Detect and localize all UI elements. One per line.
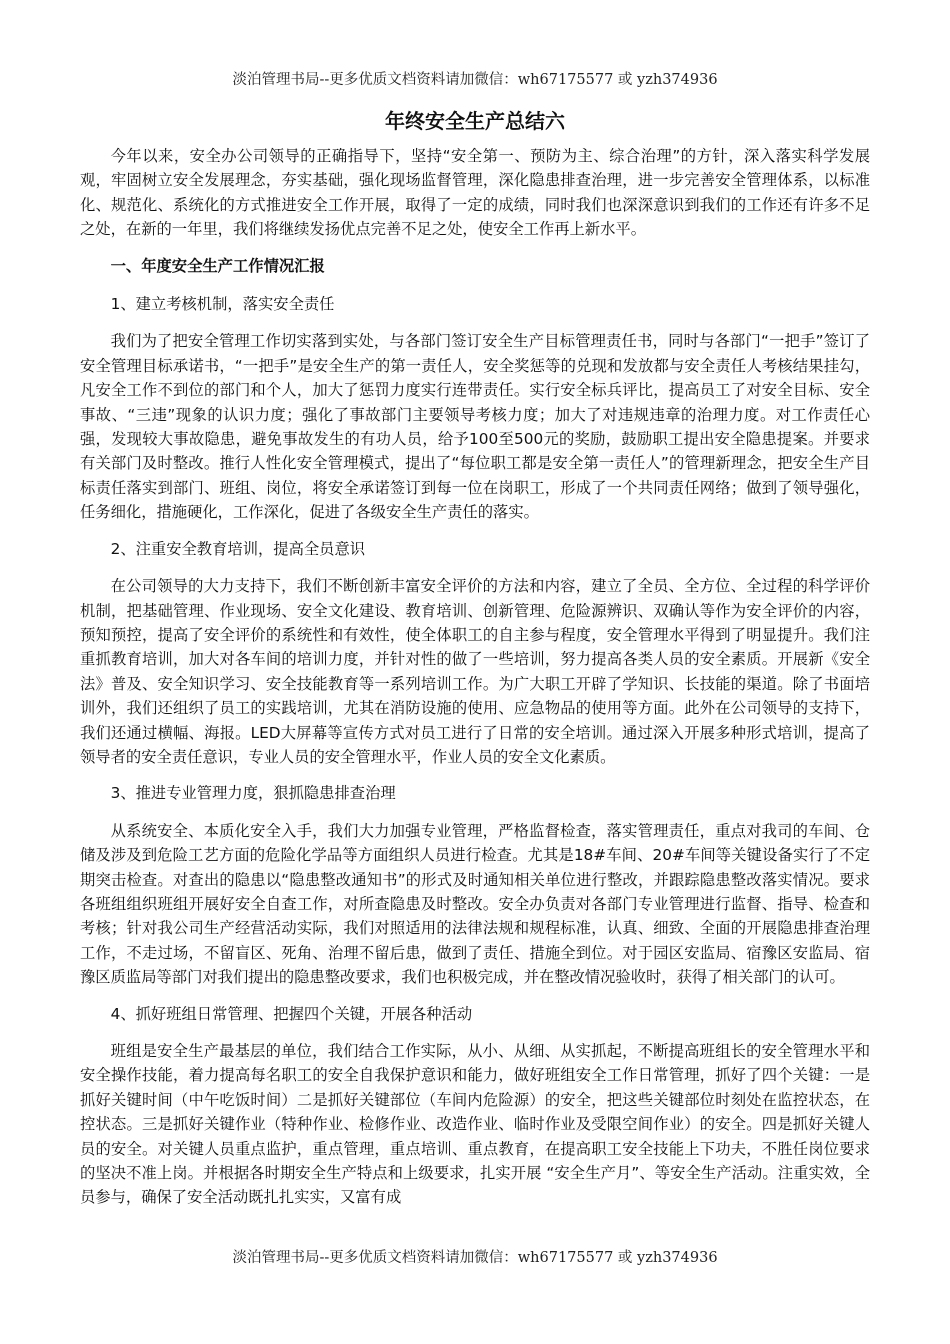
paragraph-2: 在公司领导的大力支持下，我们不断创新丰富安全评价的方法和内容，建立了全员、全方位、全过程的科学评价机制，把基础管理、作业现场、安全文化建设、教育培训、创新管理、危险源辨识、双确认等作为安全评价的内容，预知预控，提高了安全评价的系统性和有效性，使全体职工的自主参与程度，安全管理水平得到了明显提升。我们注重抓教育培训，加大对各车间的培训力度，并针对性的做了一些培训，努力提高各类人员的安全素质。开展新《安全法》普及、安全知识学习、安全技能教育等一系列培训工作。为广大职工开辟了学知识、长技能的渠道。除了书面培训外，我们还组织了员工的实践培训，尤其在消防设施的使用、应急物品的使用等方面。此外在公司领导的支持下，我们还通过横幅、海报。LED大屏幕等宣传方式对员工进行了日常的安全培训。通过深入开展多种形式培训，提高了领导者的安全责任意识，专业人员的安全管理水平，作业人员的安全文化素质。 (80, 577, 870, 766)
page-header: 淡泊管理书局--更多优质文档资料请加微信：wh67175577 或 yzh374936 (232, 72, 718, 88)
paragraph-1: 我们为了把安全管理工作切实落到实处，与各部门签订安全生产目标管理责任书，同时与各部门“一把手”签订了安全管理目标承诺书，“一把手”是安全生产的第一责任人，安全奖惩等的兑现和发放都与安全责任人考核结果挂勾，凡安全工作不到位的部门和个人，加大了惩罚力度实行连带责任。实行安全标兵评比，提高员工了对安全目标、安全事故、“三违”现象的认识力度；强化了事故部门主要领导考核力度；加大了对违规违章的治理力度。对工作责任心强，发现较大事故隐患，避免事故发生的有功人员，给予100至500元的奖励，鼓励职工提出安全隐患提案。并要求有关部门及时整改。推行人性化安全管理模式，提出了“每位职工都是安全第一责任人”的管理新理念，把安全生产目标责任落实到部门、班组、岗位，将安全承诺签订到每一位在岗职工，形成了一个共同责任网络；做到了领导强化，任务细化，措施硬化，工作深化，促进了各级安全生产责任的落实。 (80, 332, 870, 522)
document-title: 年终安全生产总结六 (385, 109, 565, 133)
subheading-4: 4、抓好班组日常管理、把握四个关键，开展各种活动 (110, 1004, 473, 1023)
paragraph-4: 班组是安全生产最基层的单位，我们结合工作实际，从小、从细、从实抓起，不断提高班组长的安全管理水平和安全操作技能，着力提高每名职工的安全自我保护意识和能力，做好班组安全工作日常管理，抓好了四个关键：一是抓好关键时间（中午吃饭时间）二是抓好关键部位（车间内危险源）的安全，把这些关键部位时刻处在监控状态，在控状态。三是抓好关键作业（特种作业、检修作业、改造作业、临时作业及受限空间作业）的安全。四是抓好关键人员的安全。对关键人员重点监护，重点管理，重点培训、重点教育，在提高职工安全技能上下功夫，不胜任岗位要求的坚决不准上岗。并根据各时期安全生产特点和上级要求，扎实开展 “安全生产月”、等安全生产活动。注重实效，全员参与，确保了安全活动既扎扎实实，又富有成 (80, 1042, 870, 1207)
subheading-1: 1、建立考核机制，落实安全责任 (110, 295, 335, 314)
subheading-2: 2、注重安全教育培训，提高全员意识 (110, 539, 366, 558)
intro-paragraph: 今年以来，安全办公司领导的正确指导下，坚持“安全第一、预防为主、综合治理”的方针，深入落实科学发展观，牢固树立安全发展理念，夯实基础，强化现场监督管理，深化隐患排查治理，进一步完善安全管理体系，以标准化、规范化、系统化的方式推进安全工作开展，取得了一定的成绩，同时我们也深深意识到我们的工作还有许多不足之处，在新的一年里，我们将继续发扬优点完善不足之处，使安全工作再上新水平。 (80, 147, 870, 239)
subheading-3: 3、推进专业管理力度，狠抓隐患排查治理 (110, 784, 396, 803)
document-body (80, 106, 870, 1222)
page-footer: 淡泊管理书局--更多优质文档资料请加微信：wh67175577 或 yzh374936 (232, 1250, 718, 1266)
paragraph-3: 从系统安全、本质化安全入手，我们大力加强专业管理，严格监督检查，落实管理责任，重点对我司的车间、仓储及涉及到危险工艺方面的危险化学品等方面组织人员进行检查。尤其是18#车间、20#车间等关键设备实行了不定期突击检查。对查出的隐患以“隐患整改通知书”的形式及时通知相关单位进行整改，并跟踪隐患整改落实情况。要求各班组组织班组开展好安全自查工作，对所查隐患及时整改。安全办负责对各部门专业管理进行监督、指导、检查和考核；针对我公司生产经营活动实际，我们对照适用的法律法规和规程标准，认真、细致、全面的开展隐患排查治理工作，不走过场，不留盲区、死角、治理不留后患，做到了责任、措施全到位。对于园区安监局、宿豫区安监局、宿豫区质监局等部门对我们提出的隐患整改要求，我们也积极完成，并在整改情况验收时，获得了相关部门的认可。 (80, 821, 870, 987)
section-heading: 一、年度安全生产工作情况汇报 (110, 256, 325, 275)
